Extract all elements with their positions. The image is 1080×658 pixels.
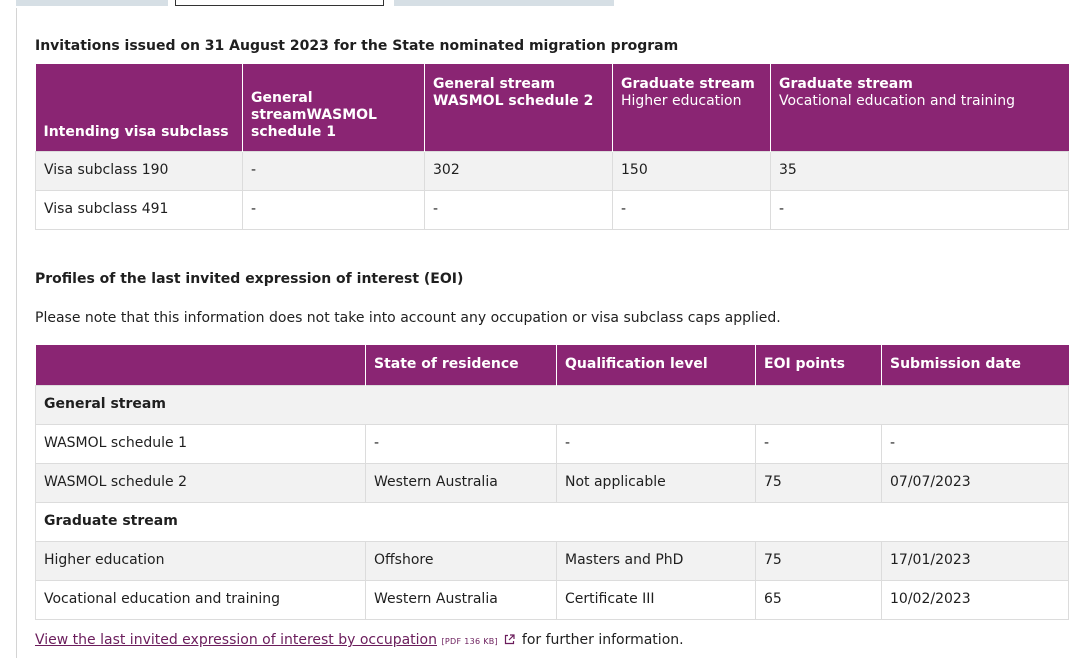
table-cell: -	[756, 424, 882, 463]
table-cell: -	[425, 190, 613, 229]
table-cell: 150	[613, 151, 771, 190]
table-cell: -	[557, 424, 756, 463]
table-row	[36, 541, 1069, 580]
table-row	[36, 190, 1069, 229]
invitations-table	[35, 64, 1069, 230]
eoi-by-occupation-link[interactable]	[35, 632, 437, 648]
tab-panel	[16, 8, 1080, 658]
tab-strip	[0, 0, 1080, 8]
table-row	[36, 463, 1069, 502]
group-row	[36, 502, 1069, 541]
link-label: View the last invited expression of interest by occupation	[35, 632, 437, 648]
invitations-heading: Invitations issued on 31 August 2023 for the State nominated migration program	[35, 38, 679, 54]
group-label: General stream	[36, 385, 1069, 424]
pdf-size-label: [PDF 136 KB]	[441, 637, 498, 646]
footer-text	[35, 632, 684, 648]
table-cell: 65	[756, 580, 882, 619]
tab-1[interactable]	[16, 0, 168, 6]
table-row	[36, 580, 1069, 619]
external-link-icon[interactable]	[504, 633, 515, 644]
profiles-heading: Profiles of the last invited expression of interest (EOI)	[35, 271, 464, 287]
col-header: EOI points	[756, 345, 882, 385]
table-cell: -	[771, 190, 1069, 229]
table-cell: 17/01/2023	[882, 541, 1069, 580]
table-cell: Visa subclass 491	[36, 190, 243, 229]
tab-3[interactable]	[394, 0, 614, 6]
table-cell: Western Australia	[366, 463, 557, 502]
footer-trailing: for further information.	[517, 632, 684, 648]
table-cell: Higher education	[36, 541, 366, 580]
col-header	[36, 345, 366, 385]
table-cell: Masters and PhD	[557, 541, 756, 580]
table-row	[36, 424, 1069, 463]
table-cell: WASMOL schedule 1	[36, 424, 366, 463]
table-cell: 302	[425, 151, 613, 190]
col-header: General stream WASMOL schedule 2	[425, 64, 613, 151]
table-cell: 35	[771, 151, 1069, 190]
table-cell: Western Australia	[366, 580, 557, 619]
table-header-row	[36, 64, 1069, 151]
table-cell: Not applicable	[557, 463, 756, 502]
table-cell: Certificate III	[557, 580, 756, 619]
table-cell: -	[882, 424, 1069, 463]
table-cell: -	[243, 151, 425, 190]
table-cell: 10/02/2023	[882, 580, 1069, 619]
table-cell: 75	[756, 463, 882, 502]
table-cell: WASMOL schedule 2	[36, 463, 366, 502]
table-cell: Vocational education and training	[36, 580, 366, 619]
col-header: Graduate stream Vocational education and training	[771, 64, 1069, 151]
col-header: State of residence	[366, 345, 557, 385]
table-cell: -	[243, 190, 425, 229]
col-header: Intending visa subclass	[36, 64, 243, 151]
table-row	[36, 151, 1069, 190]
table-cell: 75	[756, 541, 882, 580]
col-header: General streamWASMOL schedule 1	[243, 64, 425, 151]
table-cell: Offshore	[366, 541, 557, 580]
col-header: Qualification level	[557, 345, 756, 385]
table-cell: -	[613, 190, 771, 229]
tab-2-active[interactable]	[175, 0, 384, 6]
col-header: Submission date	[882, 345, 1069, 385]
profiles-table	[35, 345, 1069, 620]
table-cell: -	[366, 424, 557, 463]
group-label: Graduate stream	[36, 502, 1069, 541]
col-header: Graduate stream Higher education	[613, 64, 771, 151]
table-cell: 07/07/2023	[882, 463, 1069, 502]
table-header-row	[36, 345, 1069, 385]
table-cell: Visa subclass 190	[36, 151, 243, 190]
group-row	[36, 385, 1069, 424]
profiles-note: Please note that this information does not take into account any occupation or visa subclass caps applied.	[35, 310, 781, 326]
